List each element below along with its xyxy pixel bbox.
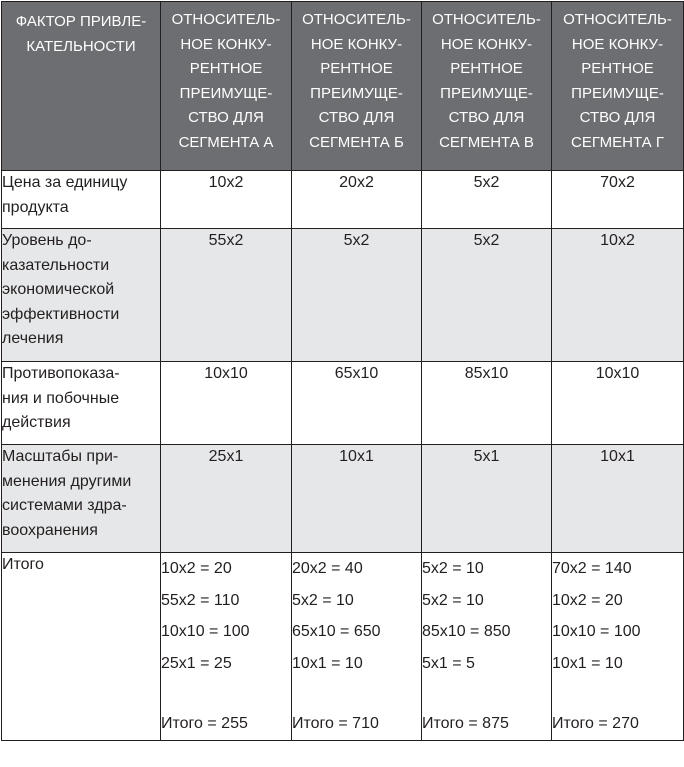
total-label: Итого [2,553,161,741]
value-cell-v: 5x2 [422,229,552,362]
value-cell-b: 20x2 [292,171,422,229]
value-cell-g: 10x10 [552,362,684,445]
row-price [2,171,684,229]
row-total [2,553,684,741]
factor-cell: Цена за единицу продукта [2,171,161,229]
sum-cell-g: 70x2 = 140 10x2 = 20 10x10 = 100 10x1 = 10 Итого = 270 [552,553,684,741]
value-cell-a: 10x10 [161,362,292,445]
value-cell-g: 70x2 [552,171,684,229]
header-row [2,2,684,171]
header-factor: ФАКТОР ПРИВЛЕ- КАТЕЛЬНОСТИ [2,2,161,171]
value-cell-a: 55x2 [161,229,292,362]
value-cell-b: 10x1 [292,445,422,553]
total-value: Итого = 710 [292,715,379,732]
value-cell-v: 5x1 [422,445,552,553]
total-value: Итого = 270 [552,715,639,732]
value-cell-g: 10x1 [552,445,684,553]
header-segment-a: ОТНОСИТЕЛЬ- НОЕ КОНКУ- РЕНТНОЕ ПРЕИМУЩЕ- СТВО ДЛЯ СЕГМЕНТА А [161,2,292,171]
value-cell-v: 85x10 [422,362,552,445]
total-value: Итого = 255 [161,715,248,732]
sum-cell-a: 10x2 = 20 55x2 = 110 10x10 = 100 25x1 = 25 Итого = 255 [161,553,292,741]
value-cell-v: 5x2 [422,171,552,229]
total-value: Итого = 875 [422,715,509,732]
factor-cell: Уровень до- казательности экономической эффективности лечения [2,229,161,362]
header-segment-g: ОТНОСИТЕЛЬ- НОЕ КОНКУ- РЕНТНОЕ ПРЕИМУЩЕ- СТВО ДЛЯ СЕГМЕНТА Г [552,2,684,171]
row-contraindications [2,362,684,445]
row-evidence [2,229,684,362]
value-cell-a: 10x2 [161,171,292,229]
factor-cell: Противопоказа- ния и побочные действия [2,362,161,445]
row-scale [2,445,684,553]
value-cell-a: 25x1 [161,445,292,553]
value-cell-b: 5x2 [292,229,422,362]
factor-cell: Масштабы при- менения другими системами здра- воохранения [2,445,161,553]
header-segment-b: ОТНОСИТЕЛЬ- НОЕ КОНКУ- РЕНТНОЕ ПРЕИМУЩЕ- СТВО ДЛЯ СЕГМЕНТА Б [292,2,422,171]
value-cell-b: 65x10 [292,362,422,445]
sum-cell-b: 20x2 = 40 5x2 = 10 65x10 = 650 10x1 = 10 Итого = 710 [292,553,422,741]
attractiveness-table [1,1,684,741]
header-segment-v: ОТНОСИТЕЛЬ- НОЕ КОНКУ- РЕНТНОЕ ПРЕИМУЩЕ- СТВО ДЛЯ СЕГМЕНТА В [422,2,552,171]
value-cell-g: 10x2 [552,229,684,362]
sum-cell-v: 5x2 = 10 5x2 = 10 85x10 = 850 5x1 = 5 Итого = 875 [422,553,552,741]
